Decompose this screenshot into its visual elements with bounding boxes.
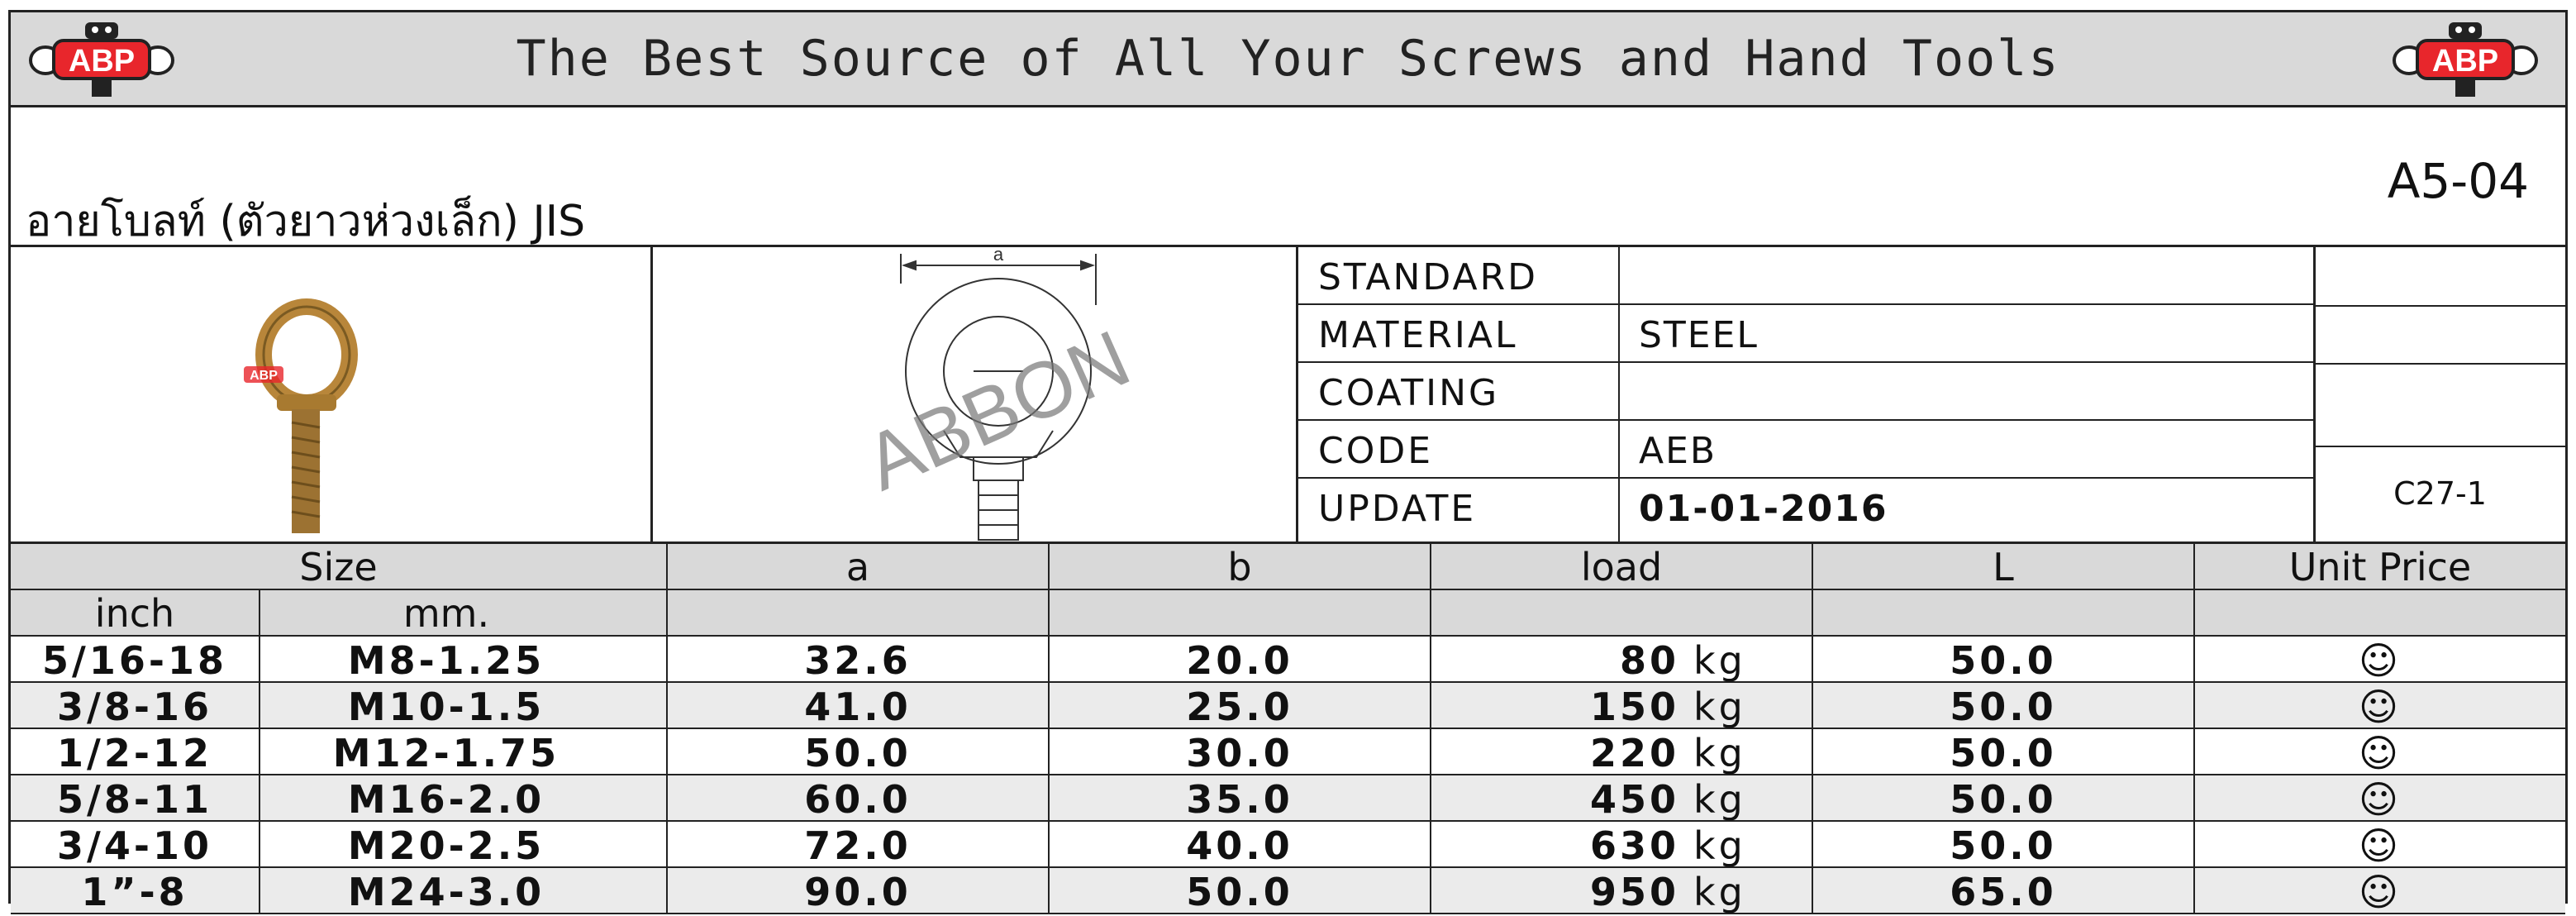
column-divider (1048, 544, 1050, 914)
smiley-icon: ☺ (2359, 685, 2402, 729)
cell-a: 72.0 (804, 823, 912, 868)
spec-divider (1618, 479, 1620, 541)
logo-text: ABP (68, 44, 136, 79)
table-row (11, 868, 2565, 914)
spec-value: AEB (1639, 430, 1717, 472)
cell-l: 50.0 (1950, 638, 2057, 683)
spec-divider (1618, 363, 1620, 421)
cell-b: 30.0 (1186, 731, 1293, 775)
spec-key: STANDARD (1318, 256, 1539, 298)
spec-row-code (1298, 421, 2315, 479)
spec-row-coating (1298, 363, 2315, 421)
cell-a: 60.0 (804, 777, 912, 822)
cell-load: 150 (1589, 685, 1679, 729)
table-row (11, 729, 2565, 775)
header-inch: inch (94, 591, 175, 636)
product-info (11, 247, 2565, 544)
technical-drawing (653, 247, 1296, 541)
cell-a: 41.0 (804, 685, 912, 729)
cell-b: 35.0 (1186, 777, 1293, 822)
cell-load-unit: kg (1693, 823, 1746, 868)
cell-load: 80 (1619, 638, 1679, 683)
cell-l: 50.0 (1950, 823, 2057, 868)
cell-load-unit: kg (1693, 777, 1746, 822)
reference-code: C27-1 (2393, 475, 2487, 512)
dimension-label: a (993, 247, 1004, 265)
catalog-sheet (8, 10, 2568, 914)
smiley-icon: ☺ (2359, 731, 2402, 775)
cell-load: 450 (1589, 777, 1679, 822)
spec-row-update (1298, 479, 2315, 541)
spec-row-material (1298, 305, 2315, 363)
photo-logo-text: ABP (250, 369, 278, 383)
divider (2315, 363, 2565, 365)
smiley-icon: ☺ (2359, 638, 2402, 683)
cell-l: 50.0 (1950, 685, 2057, 729)
cell-b: 20.0 (1186, 638, 1293, 683)
cell-mm: M20-2.5 (347, 823, 545, 868)
cell-load: 950 (1589, 870, 1679, 914)
column-divider (2193, 544, 2195, 914)
cell-load: 220 (1589, 731, 1679, 775)
watermark: ABBON (852, 313, 1143, 508)
cell-a: 90.0 (804, 870, 912, 914)
cell-b: 25.0 (1186, 685, 1293, 729)
column-divider (666, 544, 668, 914)
cell-l: 50.0 (1950, 777, 2057, 822)
divider (2315, 446, 2565, 447)
product-photo (11, 247, 650, 541)
cell-mm: M8-1.25 (347, 638, 545, 683)
table-subheader-row (11, 590, 2565, 637)
spec-divider (1618, 421, 1620, 479)
table-row (11, 637, 2565, 683)
cell-load-unit: kg (1693, 731, 1746, 775)
cell-load-unit: kg (1693, 870, 1746, 914)
cell-load-unit: kg (1693, 638, 1746, 683)
cell-load-unit: kg (1693, 685, 1746, 729)
logo-text: ABP (2431, 44, 2499, 79)
header-mm: mm. (402, 591, 490, 636)
spec-key: CODE (1318, 430, 1434, 472)
spec-value: 01-01-2016 (1639, 488, 1888, 530)
spec-value: STEEL (1639, 314, 1759, 356)
header-unit-price: Unit Price (2288, 545, 2472, 589)
cell-inch: 3/4-10 (57, 823, 212, 868)
cell-a: 32.6 (804, 638, 912, 683)
table-row (11, 683, 2565, 729)
spec-divider (1618, 247, 1620, 305)
title-band (11, 107, 2565, 247)
table-header-row (11, 544, 2565, 590)
cell-load: 630 (1589, 823, 1679, 868)
divider (2315, 305, 2565, 307)
column-divider (259, 590, 260, 914)
cell-mm: M10-1.5 (347, 685, 545, 729)
table-row (11, 822, 2565, 868)
abp-logo-right (2384, 19, 2546, 100)
spec-row-standard (1298, 247, 2315, 305)
spec-key: MATERIAL (1318, 314, 1518, 356)
header-bar (11, 12, 2565, 107)
spec-divider (1618, 305, 1620, 363)
spec-key: UPDATE (1318, 488, 1477, 530)
header-title: The Best Source of All Your Screws and Hand Tools (516, 30, 2060, 88)
cell-inch: 5/8-11 (57, 777, 212, 822)
smiley-icon: ☺ (2359, 777, 2402, 822)
cell-l: 50.0 (1950, 731, 2057, 775)
cell-inch: 5/16-18 (42, 638, 227, 683)
header-l: L (1993, 545, 2014, 589)
header-load: load (1580, 545, 1663, 589)
cell-inch: 1”-8 (81, 870, 188, 914)
cell-mm: M24-3.0 (347, 870, 545, 914)
cell-mm: M12-1.75 (332, 731, 560, 775)
header-size: Size (299, 545, 378, 589)
column-divider (1812, 544, 1813, 914)
column-divider (1430, 544, 1431, 914)
cell-l: 65.0 (1950, 870, 2057, 914)
cell-a: 50.0 (804, 731, 912, 775)
product-title: อายโบลท์ (ตัวยาวห่วงเล็ก) JIS (26, 197, 586, 246)
cell-mm: M16-2.0 (347, 777, 545, 822)
smiley-icon: ☺ (2359, 823, 2402, 868)
spec-key: COATING (1318, 372, 1500, 414)
smiley-icon: ☺ (2359, 870, 2402, 914)
table-row (11, 775, 2565, 822)
cell-inch: 1/2-12 (57, 731, 212, 775)
header-a: a (845, 545, 870, 589)
cell-b: 40.0 (1186, 823, 1293, 868)
header-b: b (1227, 545, 1252, 589)
catalog-number: A5-04 (2387, 153, 2529, 209)
cell-inch: 3/8-16 (57, 685, 212, 729)
cell-b: 50.0 (1186, 870, 1293, 914)
